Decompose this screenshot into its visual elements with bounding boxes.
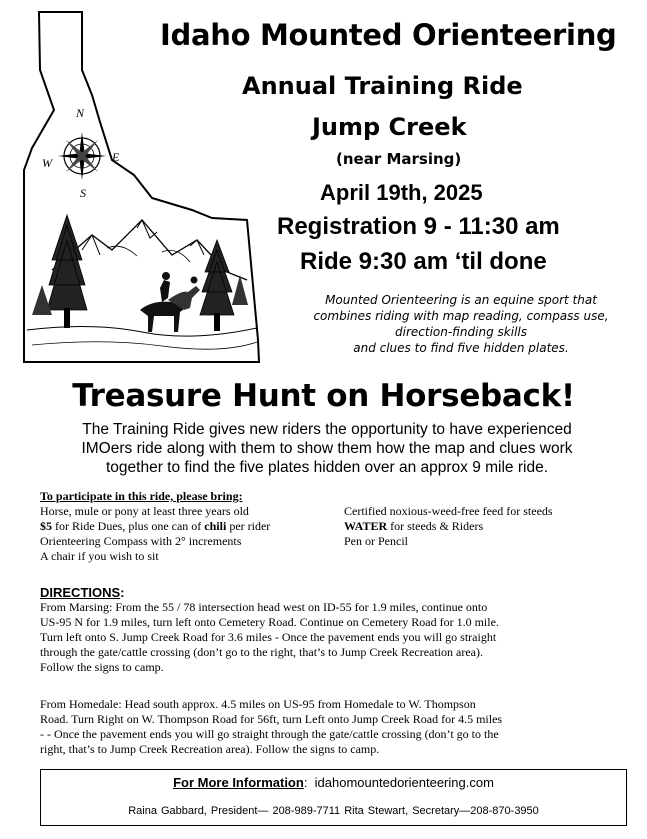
direction-line: through the gate/cattle crossing (don’t go to the right, that’s to Jump Creek Recreation area).: [40, 645, 483, 659]
list-item: A chair if you wish to sit: [40, 549, 159, 563]
direction-line: From Marsing: From the 55 / 78 intersection head west on ID-55 for 1.9 miles, continue onto: [40, 600, 488, 614]
list-item: Certified noxious-weed-free feed for steeds: [344, 504, 553, 518]
event-near: (near Marsing): [336, 150, 462, 168]
contacts: Raina Gabbard, President— 208-989-7711 Rita Stewart, Secretary—208-870-3950: [128, 805, 539, 817]
org-title: Idaho Mounted Orienteering: [160, 18, 617, 52]
headline: Treasure Hunt on Horseback!: [72, 378, 575, 414]
direction-line: US-95 N for 1.9 miles, turn left onto Cemetery Road. Continue on Cemetery Road for 1.0 mile.: [40, 615, 499, 629]
ride-time: Ride 9:30 am ‘til done: [300, 248, 547, 275]
compass-west-label: W: [42, 156, 52, 170]
direction-line: Turn left onto S. Jump Creek Road for 3.6 miles - Once the pavement ends you will go straight: [40, 630, 497, 644]
bring-list-right: [344, 504, 553, 549]
description: [22, 420, 632, 477]
direction-line: right, that’s to Jump Creek Recreation area). Follow the signs to camp.: [40, 742, 380, 756]
info-label: For More Information: [173, 775, 304, 790]
intro-text: [296, 292, 626, 356]
directions-heading: DIRECTIONS:: [40, 585, 125, 600]
direction-line: From Homedale: Head south approx. 4.5 miles on US-95 from Homedale to W. Thompson: [40, 697, 476, 711]
intro-line: and clues to find five hidden plates.: [353, 341, 569, 355]
idaho-map-illustration: [12, 10, 272, 365]
registration-time: Registration 9 - 11:30 am: [277, 213, 560, 240]
list-item: Orienteering Compass with 2° increments: [40, 534, 242, 548]
list-item: WATER for steeds & Riders: [344, 519, 484, 533]
description-line: IMOers ride along with them to show them how the map and clues work: [81, 440, 573, 457]
intro-line: Mounted Orienteering is an equine sport that: [325, 293, 597, 307]
direction-line: Road. Turn Right on W. Thompson Road for 56ft, turn Left onto Jump Creek Road for 4.5 miles: [40, 712, 503, 726]
intro-line: direction-finding skills: [395, 325, 527, 339]
list-item: Horse, mule or pony at least three years old: [40, 504, 249, 518]
event-title: Annual Training Ride: [242, 72, 523, 100]
compass-east-label: E: [112, 150, 120, 164]
directions-marsing: [40, 600, 640, 675]
bring-list-left: [40, 504, 270, 564]
bring-heading: To participate in this ride, please bring:: [40, 489, 243, 503]
idaho-outline-icon: [12, 10, 272, 365]
list-item: Pen or Pencil: [344, 534, 408, 548]
intro-line: combines riding with map reading, compass use,: [313, 309, 609, 323]
compass-south-label: S: [80, 186, 86, 200]
info-line: For More Information: idahomountedorienteering.com: [173, 775, 494, 790]
description-line: The Training Ride gives new riders the opportunity to have experienced: [82, 421, 572, 438]
description-line: together to find the five plates hidden over an approx 9 mile ride.: [105, 459, 549, 476]
direction-line: - - Once the pavement ends you will go straight through the gate/cattle crossing (don’t go to the: [40, 727, 499, 741]
compass-north-label: N: [76, 106, 85, 120]
event-place: Jump Creek: [312, 113, 467, 141]
direction-line: Follow the signs to camp.: [40, 660, 164, 674]
list-item: $5 for Ride Dues, plus one can of chili per rider: [40, 519, 271, 533]
directions-homedale: [40, 697, 640, 757]
info-box: [40, 769, 627, 826]
compass-rose-icon: [54, 128, 110, 184]
event-date: April 19th, 2025: [320, 180, 483, 205]
website-link[interactable]: idahomountedorienteering.com: [314, 775, 494, 790]
